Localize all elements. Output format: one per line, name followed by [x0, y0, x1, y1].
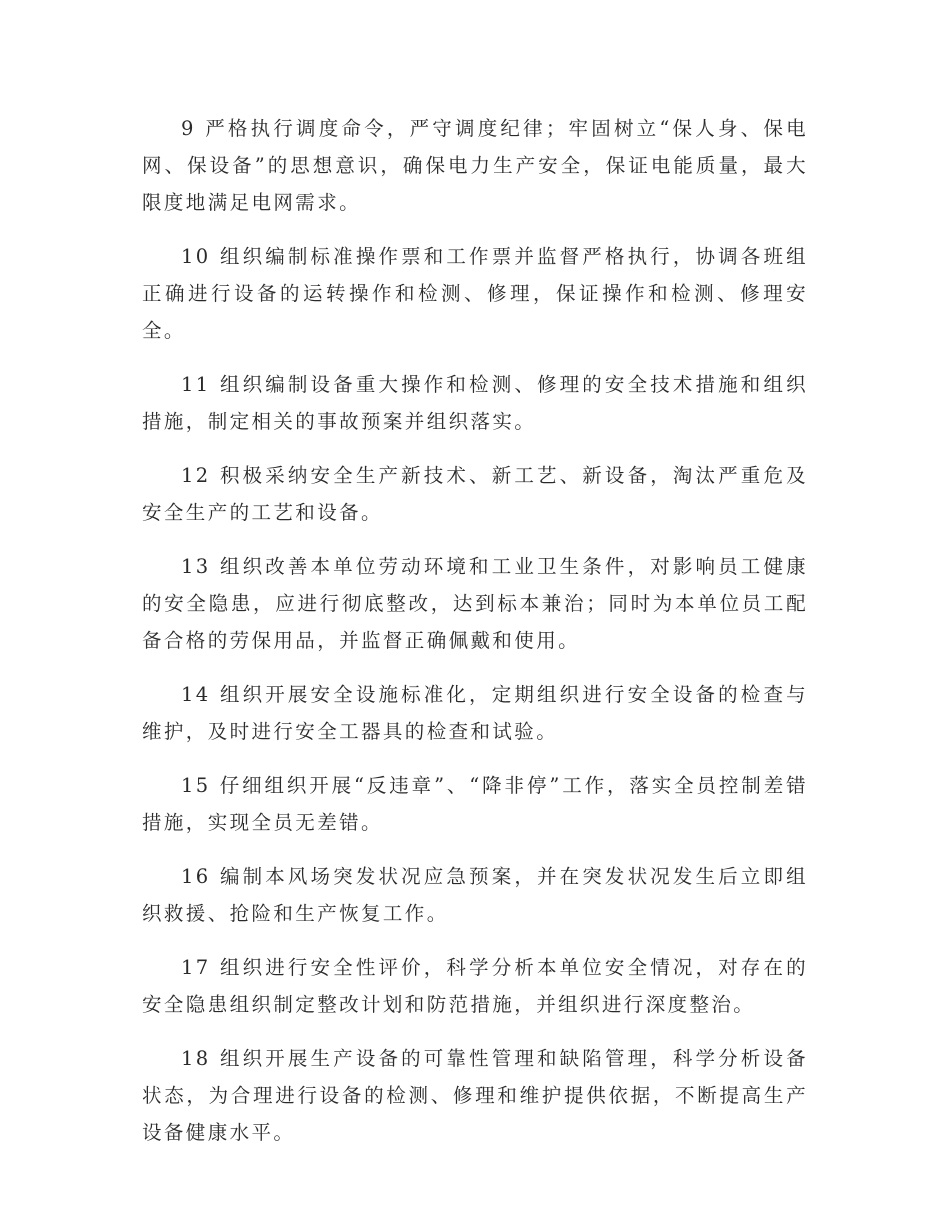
paragraph-item-16: 16 编制本风场突发状况应急预案，并在突发状况发生后立即组织救援、抢险和生产恢复工作。	[142, 865, 808, 925]
paragraph-item-9: 9 严格执行调度命令，严守调度纪律；牢固树立“保人身、保电网、保设备”的思想意识，确保电力生产安全，保证电能质量，最大限度地满足电网需求。	[142, 117, 808, 214]
paragraph-item-14: 14 组织开展安全设施标准化，定期组织进行安全设备的检查与维护，及时进行安全工器具的检查和试验。	[142, 683, 808, 743]
paragraph-item-12: 12 积极采纳安全生产新技术、新工艺、新设备，淘汰严重危及安全生产的工艺和设备。	[142, 464, 808, 524]
paragraph-item-18: 18 组织开展生产设备的可靠性管理和缺陷管理，科学分析设备状态，为合理进行设备的检测、修理和维护提供依据，不断提高生产设备健康水平。	[142, 1047, 808, 1144]
paragraph-item-17: 17 组织进行安全性评价，科学分析本单位安全情况，对存在的安全隐患组织制定整改计划和防范措施，并组织进行深度整治。	[142, 956, 808, 1016]
paragraph-item-11: 11 组织编制设备重大操作和检测、修理的安全技术措施和组织措施，制定相关的事故预案并组织落实。	[142, 373, 808, 433]
document-body	[142, 110, 808, 1168]
paragraph-item-15: 15 仔细组织开展“反违章”、“降非停”工作，落实全员控制差错措施，实现全员无差错。	[142, 774, 808, 834]
paragraph-item-13: 13 组织改善本单位劳动环境和工业卫生条件，对影响员工健康的安全隐患，应进行彻底整改，达到标本兼治；同时为本单位员工配备合格的劳保用品，并监督正确佩戴和使用。	[142, 555, 808, 652]
paragraph-item-10: 10 组织编制标准操作票和工作票并监督严格执行，协调各班组正确进行设备的运转操作和检测、修理，保证操作和检测、修理安全。	[142, 245, 808, 342]
